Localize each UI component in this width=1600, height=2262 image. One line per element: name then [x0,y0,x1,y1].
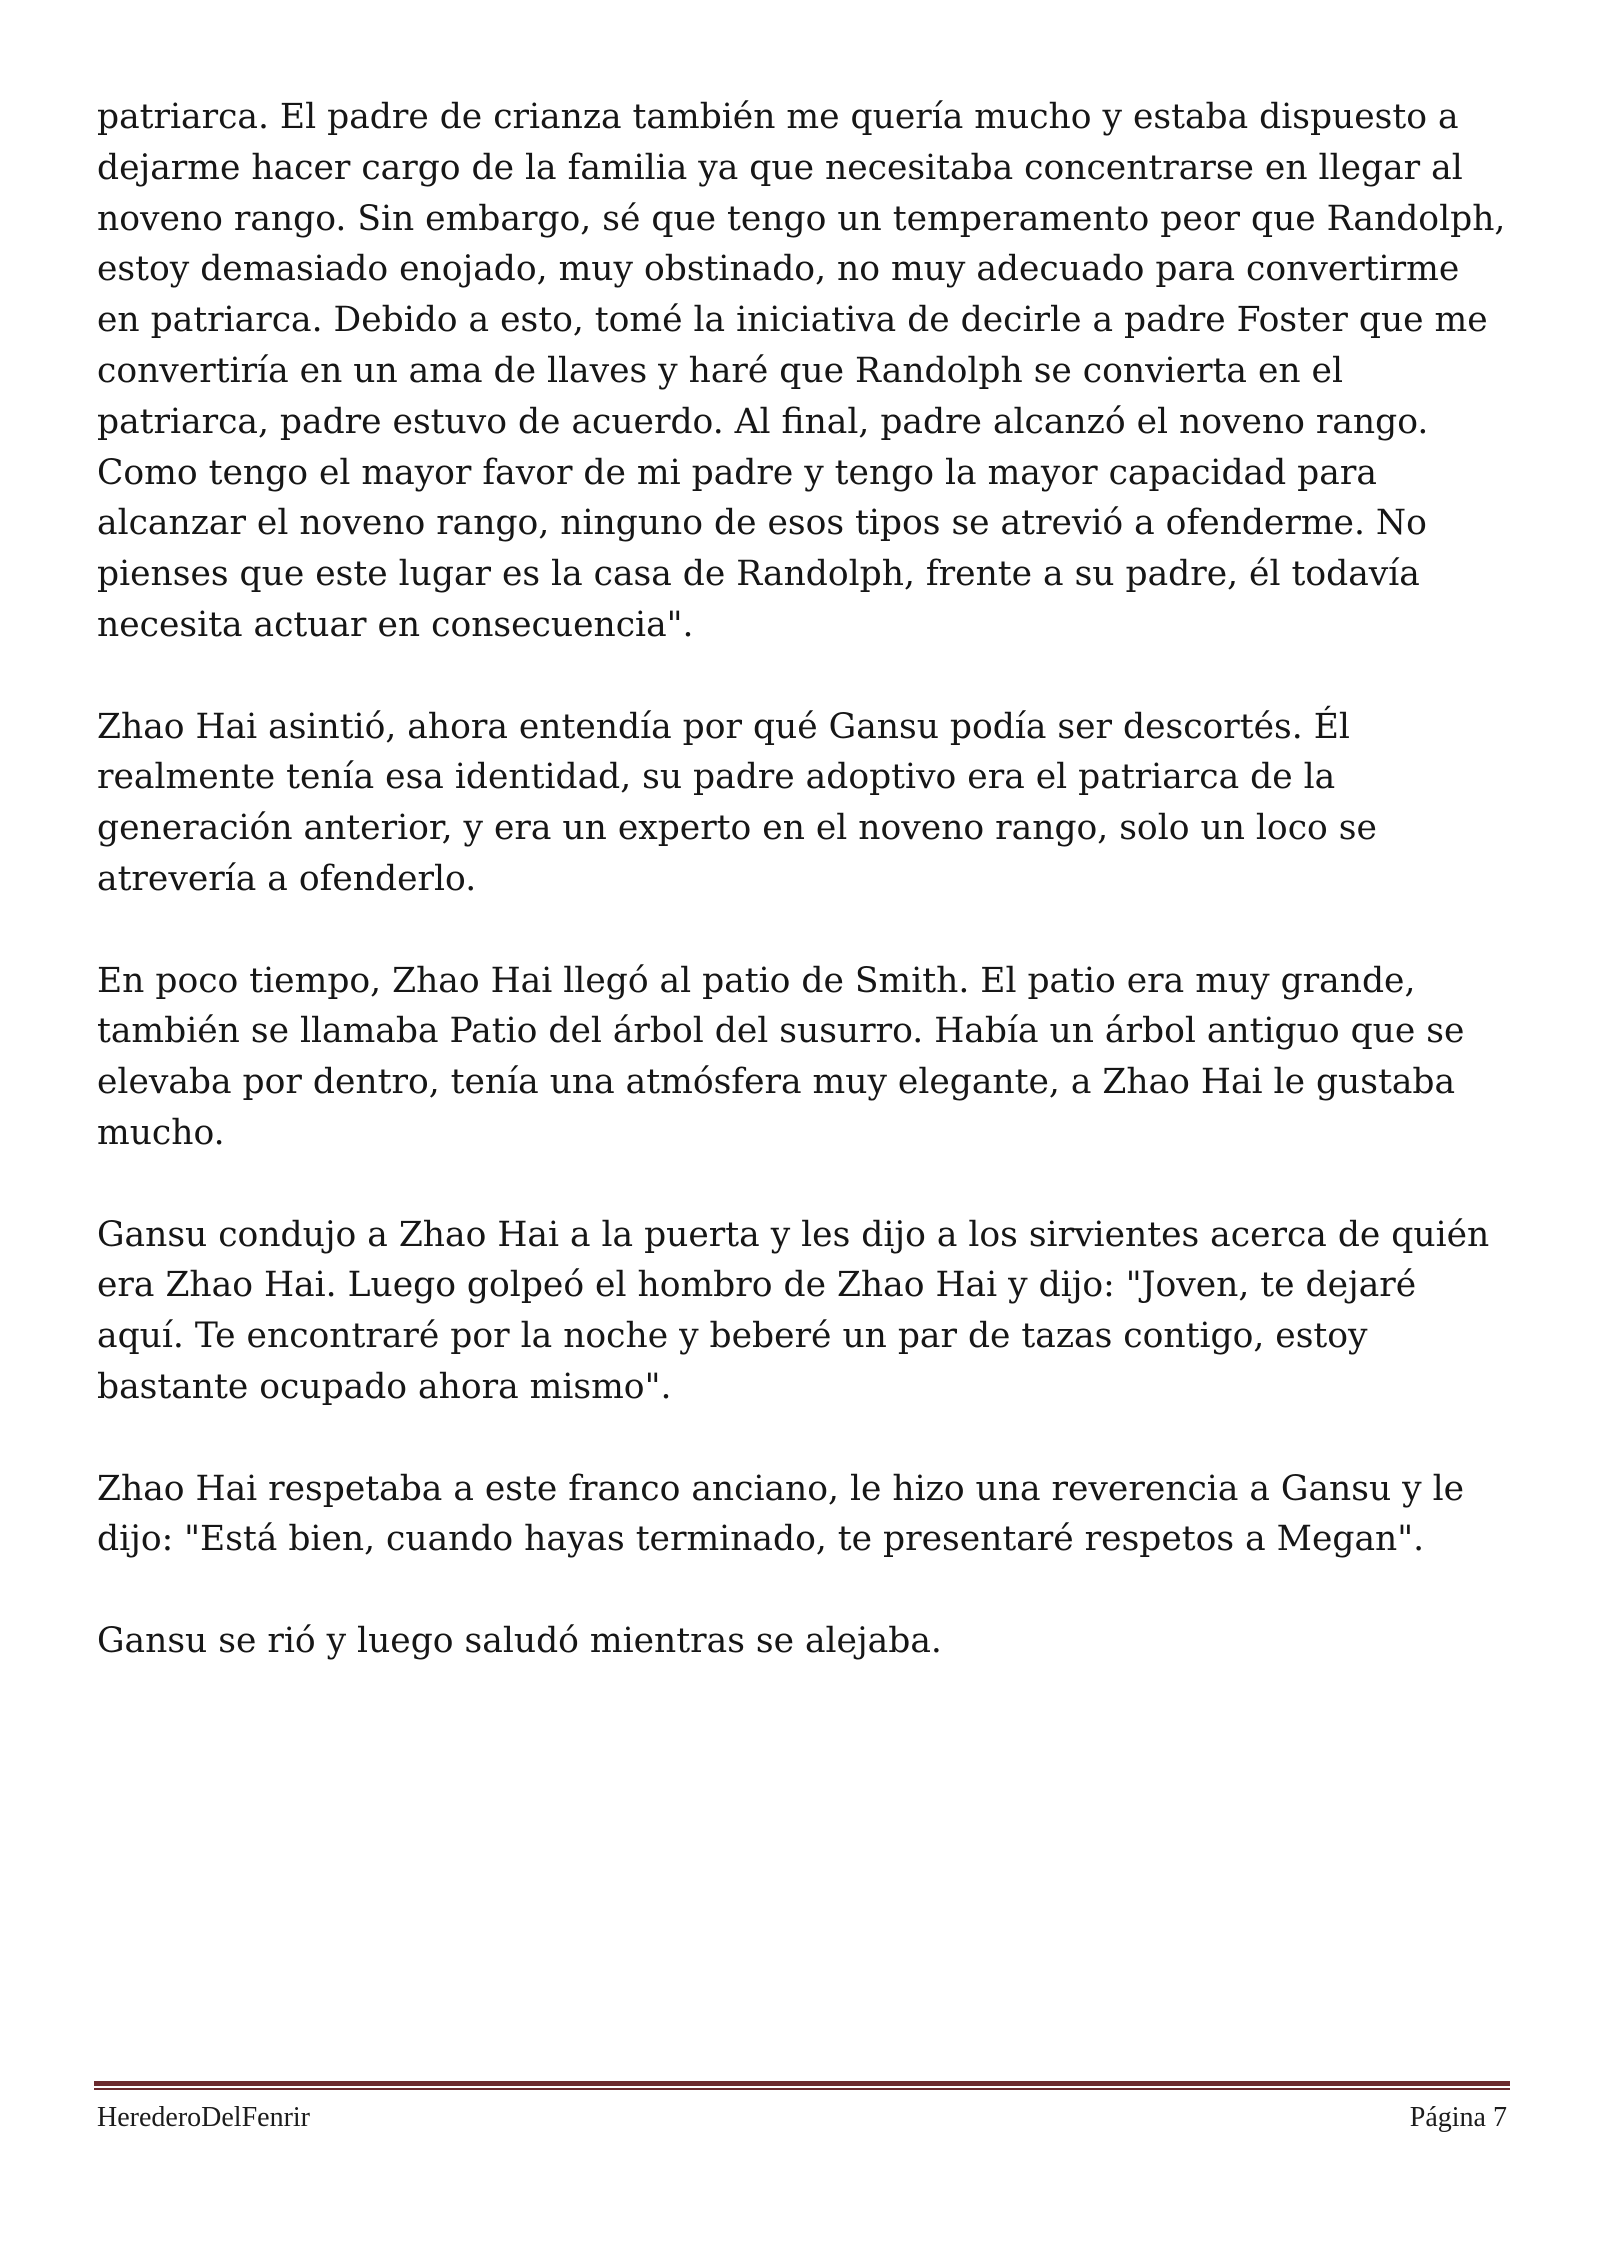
paragraph-4: Gansu condujo a Zhao Hai a la puerta y les dijo a los sirvientes acerca de quién era Zhao Hai. Luego golpeó el hombro de Zhao Hai y dijo: "Joven, te dejaré aquí. Te encontraré por la noche y beberé un par de tazas contigo, estoy bastante ocupado ahora mismo". [97,1214,1490,1407]
paragraph-1: patriarca. El padre de crianza también me quería mucho y estaba dispuesto a dejarme hacer cargo de la familia ya que necesitaba concentrarse en llegar al noveno rango. Sin embargo, sé que tengo un temperamento peor que Randolph, estoy demasiado enojado, muy obstinado, no muy adecuado para convertirme en patriarca. Debido a esto, tomé la iniciativa de decirle a padre Foster que me convertiría en un ama de llaves y haré que Randolph se convierta en el patriarca, padre estuvo de acuerdo. Al final, padre alcanzó el noveno rango. Como tengo el mayor favor de mi padre y tengo la mayor capacidad para alcanzar el noveno rango, ninguno de esos tipos se atrevió a ofenderme. No pienses que este lugar es la casa de Randolph, frente a su padre, él todavía necesita actuar en consecuencia". [97,97,1506,645]
footer-author: HerederoDelFenrir [97,2102,311,2133]
paragraph-5: Zhao Hai respetaba a este franco anciano, le hizo una reverencia a Gansu y le dijo: "Está bien, cuando hayas terminado, te presentaré respetos a Megan". [97,1468,1465,1560]
body-text [97,92,1509,1718]
footer-rule-thin [94,2088,1510,2090]
paragraph-6: Gansu se rió y luego saludó mientras se alejaba. [97,1620,942,1661]
paragraph-3: En poco tiempo, Zhao Hai llegó al patio de Smith. El patio era muy grande, también se llamaba Patio del árbol del susurro. Había un árbol antiguo que se elevaba por dentro, tenía una atmósfera muy elegante, a Zhao Hai le gustaba mucho. [97,960,1465,1153]
paragraph-2: Zhao Hai asintió, ahora entendía por qué Gansu podía ser descortés. Él realmente tenía esa identidad, su padre adoptivo era el patriarca de la generación anterior, y era un experto en el noveno rango, solo un loco se atrevería a ofenderlo. [97,706,1377,899]
footer-page-number: Página 7 [1409,2102,1507,2133]
footer-rule-thick [94,2081,1510,2086]
footer-rule [94,2081,1510,2090]
